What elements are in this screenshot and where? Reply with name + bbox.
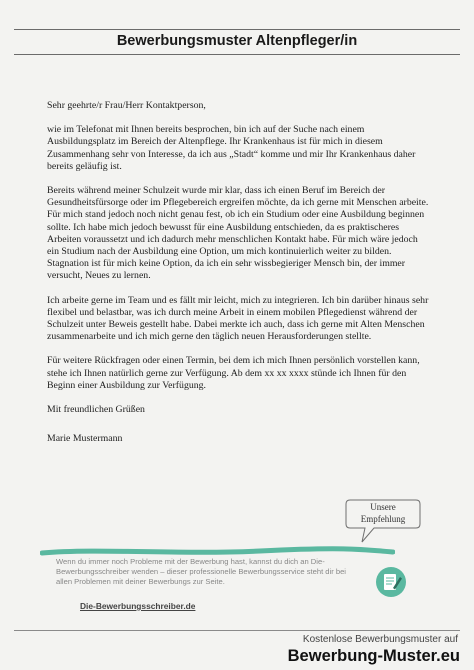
letter-signature: Marie Mustermann xyxy=(47,433,123,445)
letter-paragraph-3: Ich arbeite gerne im Team und es fällt mir leicht, mich zu integrieren. Ich bin darüber hinaus sehr flexibel und belastbar, was ich durch meine Arbeit in einem mobilen Pflegedienst während der Schulzeit unter Beweis gestellt habe. Dabei merkte ich auch, dass ich gerne mit Alten Menschen zusammenarbeite und ich mich gerne den täglich neuen Herausforderungen stellte. xyxy=(47,294,429,343)
badge-text-line1: Unsere xyxy=(370,502,396,512)
footer-divider xyxy=(14,630,460,631)
letter-paragraph-1: wie im Telefonat mit Ihnen bereits besprochen, bin ich auf der Suche nach einem Ausbildungsplatz im Bereich der Altenpflege. Ihr Krankenhaus ist für mich in diesem Zusammenhang sehr von Interesse, da ich aus „Stadt“ komme und mir Ihr Krankenhaus daher bereits geläufig ist. xyxy=(47,124,416,172)
promo-link[interactable]: Die-Bewerbungsschreiber.de xyxy=(80,601,196,611)
letter-salutation: Sehr geehrte/r Frau/Herr Kontaktperson, xyxy=(47,100,206,111)
letter-paragraph-2: Bereits während meiner Schulzeit wurde mir klar, dass ich einen Beruf im Bereich der Gesundheitsfürsorge oder im Pflegebereich ergreifen möchte, da ich gerne mit Menschen arbeite. Für mich stand jedoch noch nicht genau fest, ob ich ein Studium oder eine Ausbildung beginnen sollte. Ich habe mich jedoch bewusst für eine Ausbildung entschieden, da es praktischeres Arbeiten voraussetzt und ich dadurch mehr menschlichen Kontakt habe. Für mich wäre jedoch ein Studium nach der Ausbildung eine Option, um mich kontinuierlich weiter zu bilden. Stagnation ist für mich keine Option, da ich ein sehr wissbegieriger Mensch bin, der immer versucht, Neues zu lernen. xyxy=(47,185,429,282)
document-title: Bewerbungsmuster Altenpfleger/in xyxy=(116,33,358,49)
title-bar xyxy=(14,29,460,55)
letter-closing: Mit freundlichen Grüßen xyxy=(47,404,145,416)
letter-paragraph-4: Für weitere Rückfragen oder einen Termin, bei dem ich mich Ihnen persönlich vorstellen kann, stehe ich Ihnen natürlich gerne zur Verfügung. Ab dem xx xx xxxx stünde ich Ihnen für den Beginn einer Ausbildung zur Verfügung. xyxy=(47,355,420,391)
pen-paper-icon xyxy=(375,566,407,598)
footer-brand: Bewerbung-Muster.eu xyxy=(287,647,460,665)
letter-body xyxy=(47,100,432,457)
promo-text: Wenn du immer noch Probleme mit der Bewerbung hast, kannst du dich an Die-Bewerbungsschreiber wenden – dieser professionelle Bewerbungsservice steht dir bei allen Problemen mit deiner Bewerbungs zur Seite. xyxy=(56,557,346,586)
recommendation-badge xyxy=(344,497,422,547)
badge-text-line2: Empfehlung xyxy=(360,514,406,524)
footer-tagline: Kostenlose Bewerbungsmuster auf xyxy=(302,634,458,645)
